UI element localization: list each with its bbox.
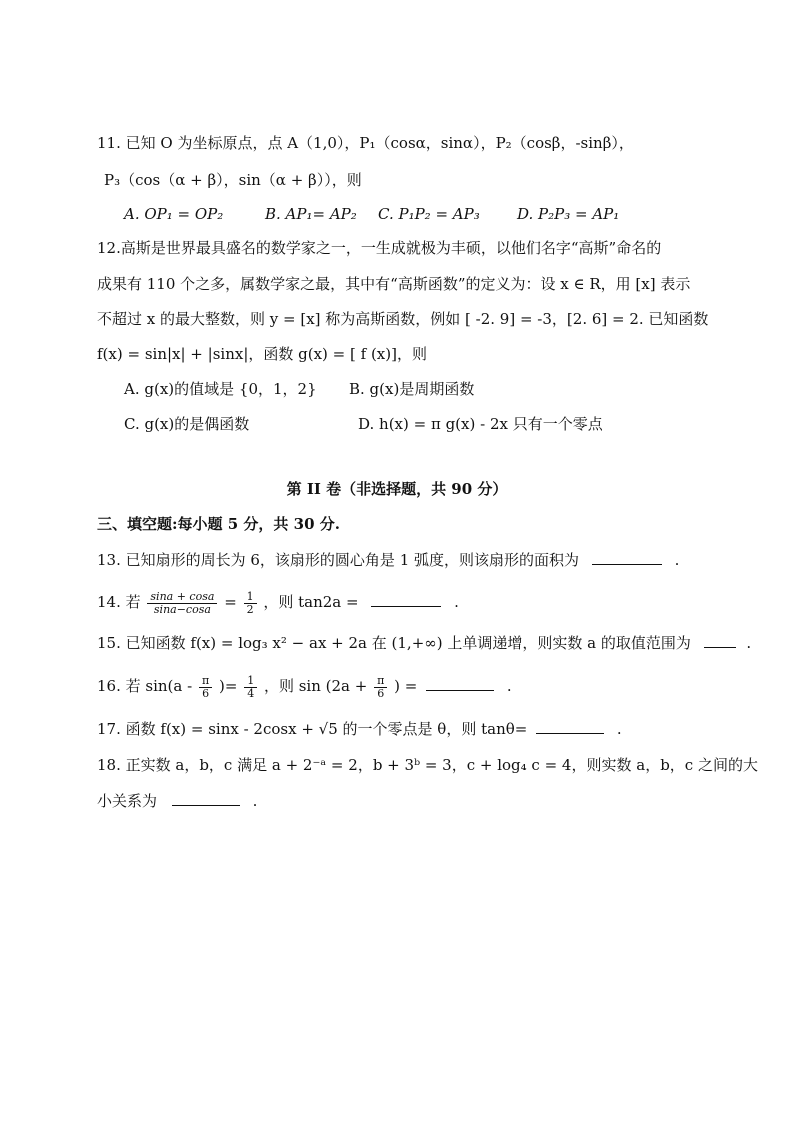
q16-mid: )= (218, 677, 238, 695)
q11-option-b: B. AP₁= AP₂ (265, 205, 357, 223)
q16-six2: 6 (377, 686, 385, 700)
section-title: 第 II 卷（非选择题，共 90 分） (286, 480, 508, 498)
q18-end: . (252, 792, 258, 810)
q16-pi-over-6-second (374, 675, 387, 700)
q12-option-a: A. g(x)的值域是 {0，1，2} (124, 380, 317, 398)
q14-prefix: 14. 若 (97, 593, 141, 611)
q16-quarter (244, 675, 257, 700)
q16-pi: π (199, 675, 212, 688)
q18-line1: 18. 正实数 a，b，c 满足 a + 2⁻ᵃ = 2，b + 3ᵇ = 3，c + log₄ c = 4，则实数 a，b，c 之间的大 (97, 756, 758, 774)
q16-answer-blank[interactable] (426, 676, 494, 691)
q13-text: 13. 已知扇形的周长为 6，该扇形的圆心角是 1 弧度，则该扇形的面积为 (97, 551, 580, 569)
q16-six: 6 (202, 686, 210, 700)
q18-line2 (97, 791, 257, 811)
q13-end: . (674, 551, 680, 569)
q14-line (97, 588, 459, 616)
q16-pi2: π (374, 675, 387, 688)
q14-rest: ，则 tan2a = (263, 593, 359, 611)
q18-line2-text: 小关系为 (97, 792, 158, 810)
q14-half-denominator: 2 (246, 602, 254, 616)
q15-end: . (746, 634, 752, 652)
q18-answer-blank[interactable] (172, 791, 240, 806)
q15-line (97, 633, 751, 653)
q17-answer-blank[interactable] (536, 719, 604, 734)
part3-heading: 三、填空题:每小题 5 分，共 30 分. (97, 515, 340, 533)
q12-line2: 成果有 110 个之多，属数学家之最，其中有“高斯函数”的定义为：设 x ∈ R，用 [x] 表示 (97, 275, 691, 293)
q12-line3: 不超过 x 的最大整数，则 y = [x] 称为高斯函数，例如 [ -2. 9] = -3，[2. 6] = 2. 已知函数 (97, 310, 709, 328)
q11-line2: P₃（cos（α + β），sin（α + β）），则 (104, 171, 362, 189)
q14-answer-blank[interactable] (371, 592, 441, 607)
q11-option-c: C. P₁P₂ = AP₃ (378, 205, 480, 223)
q12-option-d: D. h(x) = π g(x) - 2x 只有一个零点 (358, 415, 603, 433)
q16-pi-over-6 (199, 675, 212, 700)
q17-line (97, 719, 622, 739)
q16-close: ) = (394, 677, 418, 695)
q14-fraction-denominator: sina−cosa (153, 602, 211, 616)
q17-end: . (616, 720, 622, 738)
q14-end: . (454, 593, 459, 611)
q11-option-d: D. P₂P₃ = AP₁ (517, 205, 620, 223)
q17-text: 17. 函数 f(x) = sinx - 2cosx + √5 的一个零点是 θ，则 tanθ= (97, 720, 528, 738)
q16-one: 1 (244, 675, 257, 688)
q16-rest: ，则 sin (2a + (263, 677, 368, 695)
q11-line1: 11. 已知 O 为坐标原点，点 A（1,0），P₁（cosα，sinα），P₂（cosβ，-sinβ）， (97, 134, 634, 152)
q11-option-a: A. OP₁ = OP₂ (124, 205, 224, 223)
q12-line1: 12.高斯是世界最具盛名的数学家之一，一生成就极为丰硕，以他们名字“高斯”命名的 (97, 239, 662, 257)
q14-half (244, 591, 257, 616)
q16-line (97, 672, 512, 700)
q14-half-numerator: 1 (244, 591, 257, 604)
q15-answer-blank[interactable] (704, 633, 736, 648)
q16-end: . (506, 677, 512, 695)
q12-option-c: C. g(x)的是偶函数 (124, 415, 250, 433)
q13-line (97, 550, 679, 570)
q12-line4: f(x) = sin|x| + |sinx|，函数 g(x) = [ f (x)]，则 (97, 345, 427, 363)
q12-option-b: B. g(x)是周期函数 (349, 380, 475, 398)
q15-text: 15. 已知函数 f(x) = log₃ x² − ax + 2a 在 (1,+∞) 上单调递增，则实数 a 的取值范围为 (97, 634, 691, 652)
q14-fraction-numerator: sina + cosa (147, 591, 217, 604)
q16-prefix: 16. 若 sin(a - (97, 677, 193, 695)
q16-four: 4 (247, 686, 255, 700)
q13-answer-blank[interactable] (592, 550, 662, 565)
q14-fraction (147, 591, 217, 616)
q14-equals: = (224, 593, 237, 611)
